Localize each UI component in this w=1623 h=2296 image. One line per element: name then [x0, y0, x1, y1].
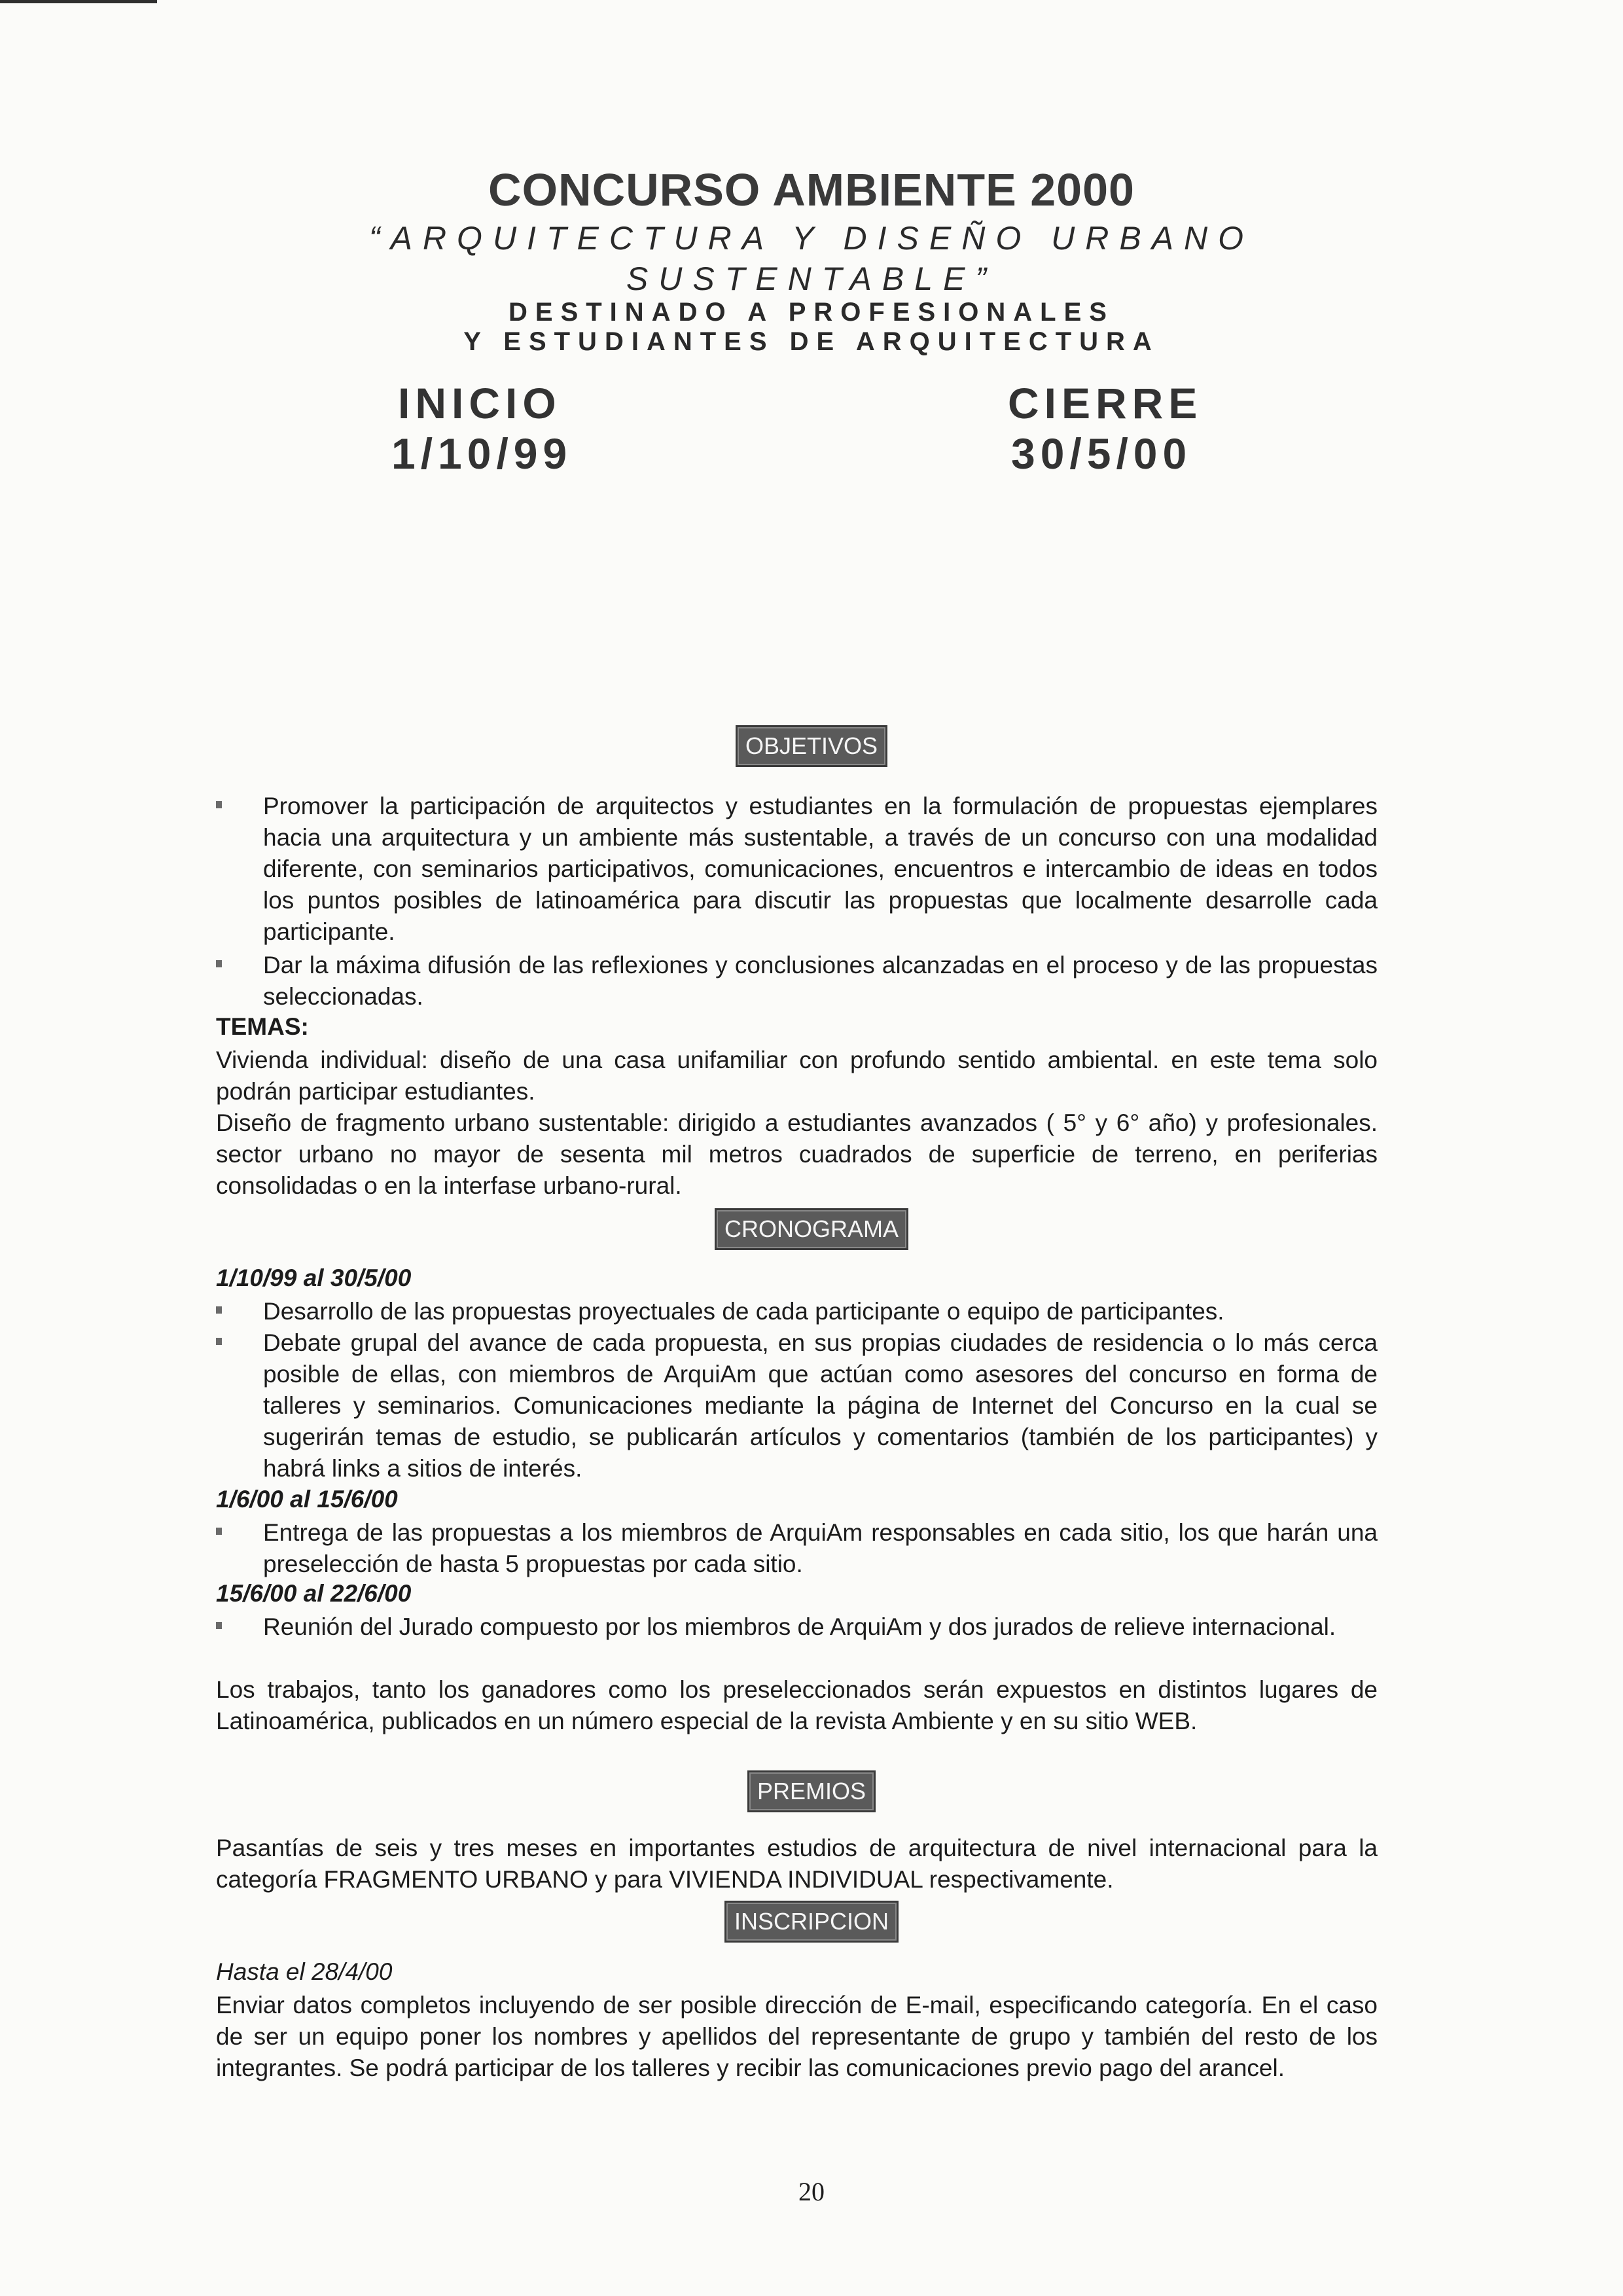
list-item: [216, 791, 1378, 948]
section-heading-inscripcion: [0, 1901, 1623, 1943]
cronograma-closing: Los trabajos, tanto los ganadores como los preseleccionados serán expuestos en distintos lugares de Latinoamérica, publicados en un número especial de la revista Ambiente y en su sitio WEB.: [216, 1676, 1378, 1734]
end-label: CIERRE: [1008, 379, 1203, 427]
list-item: [216, 1327, 1378, 1484]
section-heading-cronograma: [0, 1208, 1623, 1250]
subtitle-line-1: “ARQUITECTURA Y DISEÑO URBANO: [368, 220, 1255, 257]
list-item: [216, 1517, 1378, 1580]
inscripcion-text: Enviar datos completos incluyendo de ser posible dirección de E-mail, especificando categoría. En el caso de ser un equipo poner los nombres y apellidos del representante de grupo y también del resto de los integrantes. Se podrá participar de los talleres y recibir las comunicaciones previo pago del arancel.: [216, 1992, 1378, 2081]
page-number: 20: [798, 2177, 825, 2206]
end-date: 30/5/00: [1011, 429, 1192, 478]
list-item: [216, 950, 1378, 1013]
scan-edge-line: [0, 0, 157, 3]
bullet-icon: [216, 1338, 222, 1345]
temas-label: TEMAS:: [216, 1013, 309, 1040]
objetivos-heading: OBJETIVOS: [736, 725, 887, 767]
bullet-icon: [216, 1306, 222, 1314]
start-label: INICIO: [398, 379, 562, 427]
section-heading-premios: [0, 1770, 1623, 1812]
bullet-icon: [216, 1528, 222, 1535]
inscripcion-heading: INSCRIPCION: [724, 1901, 899, 1943]
tema-paragraph-1: Vivienda individual: diseño de una casa unifamiliar con profundo sentido ambiental. en este tema solo podrán participar estudiantes.: [216, 1047, 1378, 1105]
page-title: CONCURSO AMBIENTE 2000: [488, 164, 1135, 215]
period-3-item-1: Reunión del Jurado compuesto por los miembros de ArquiAm y dos jurados de relieve internacional.: [263, 1613, 1336, 1640]
period-1-item-1: Desarrollo de las propuestas proyectuales de cada participante o equipo de participantes.: [263, 1298, 1224, 1325]
period-range-3: 15/6/00 al 22/6/00: [216, 1580, 412, 1607]
premios-heading: PREMIOS: [747, 1770, 876, 1812]
list-item: [216, 1296, 1378, 1327]
bullet-icon: [216, 801, 222, 808]
section-heading-objetivos: [0, 725, 1623, 767]
period-range-2: 1/6/00 al 15/6/00: [216, 1486, 398, 1513]
premios-text: Pasantías de seis y tres meses en importantes estudios de arquitectura de nivel internacional para la categoría FRAGMENTO URBANO y para VIVIENDA INDIVIDUAL respectivamente.: [216, 1835, 1378, 1893]
period-1-item-2: Debate grupal del avance de cada propuesta, en sus propias ciudades de residencia o lo más cerca posible de ellas, con miembros de ArquiAm que actúan como asesores del concurso en forma de talleres y seminarios. Comunicaciones mediante la página de Internet del Concurso en la cual se sugerirán temas de estudio, se publicarán artículos y comentarios (también de los participantes) y habrá links a sitios de interés.: [263, 1329, 1378, 1482]
audience-line-2: Y ESTUDIANTES DE ARQUITECTURA: [463, 327, 1160, 356]
subtitle-line-2: SUSTENTABLE”: [626, 260, 997, 297]
tema-paragraph-2: Diseño de fragmento urbano sustentable: dirigido a estudiantes avanzados ( 5° y 6° año) y profesionales. sector urbano no mayor de sesenta mil metros cuadrados de superficie de terreno, en periferias consolidadas o en la interfase urbano-rural.: [216, 1109, 1378, 1199]
objetivo-text-2: Dar la máxima difusión de las reflexiones y conclusiones alcanzadas en el proceso y de las propuestas seleccionadas.: [263, 952, 1378, 1010]
bullet-icon: [216, 1622, 222, 1629]
audience-line-1: DESTINADO A PROFESIONALES: [508, 298, 1115, 327]
bullet-icon: [216, 960, 222, 967]
inscripcion-deadline: Hasta el 28/4/00: [216, 1958, 393, 1985]
cronograma-heading: CRONOGRAMA: [715, 1208, 908, 1250]
start-date: 1/10/99: [391, 429, 573, 478]
objetivo-text-1: Promover la participación de arquitectos y estudiantes en la formulación de propuestas ejemplares hacia una arquitectura y un ambiente más sustentable, a través de un concurso con una modalidad diferente, con seminarios participativos, comunicaciones, encuentros e intercambio de ideas en todos los puntos posibles de latinoamérica para discutir las propuestas que localmente desarrolle cada participante.: [263, 793, 1378, 945]
period-2-item-1: Entrega de las propuestas a los miembros de ArquiAm responsables en cada sitio, los que harán una preselección de hasta 5 propuestas por cada sitio.: [263, 1519, 1378, 1577]
period-range-1: 1/10/99 al 30/5/00: [216, 1265, 412, 1291]
list-item: [216, 1611, 1378, 1643]
